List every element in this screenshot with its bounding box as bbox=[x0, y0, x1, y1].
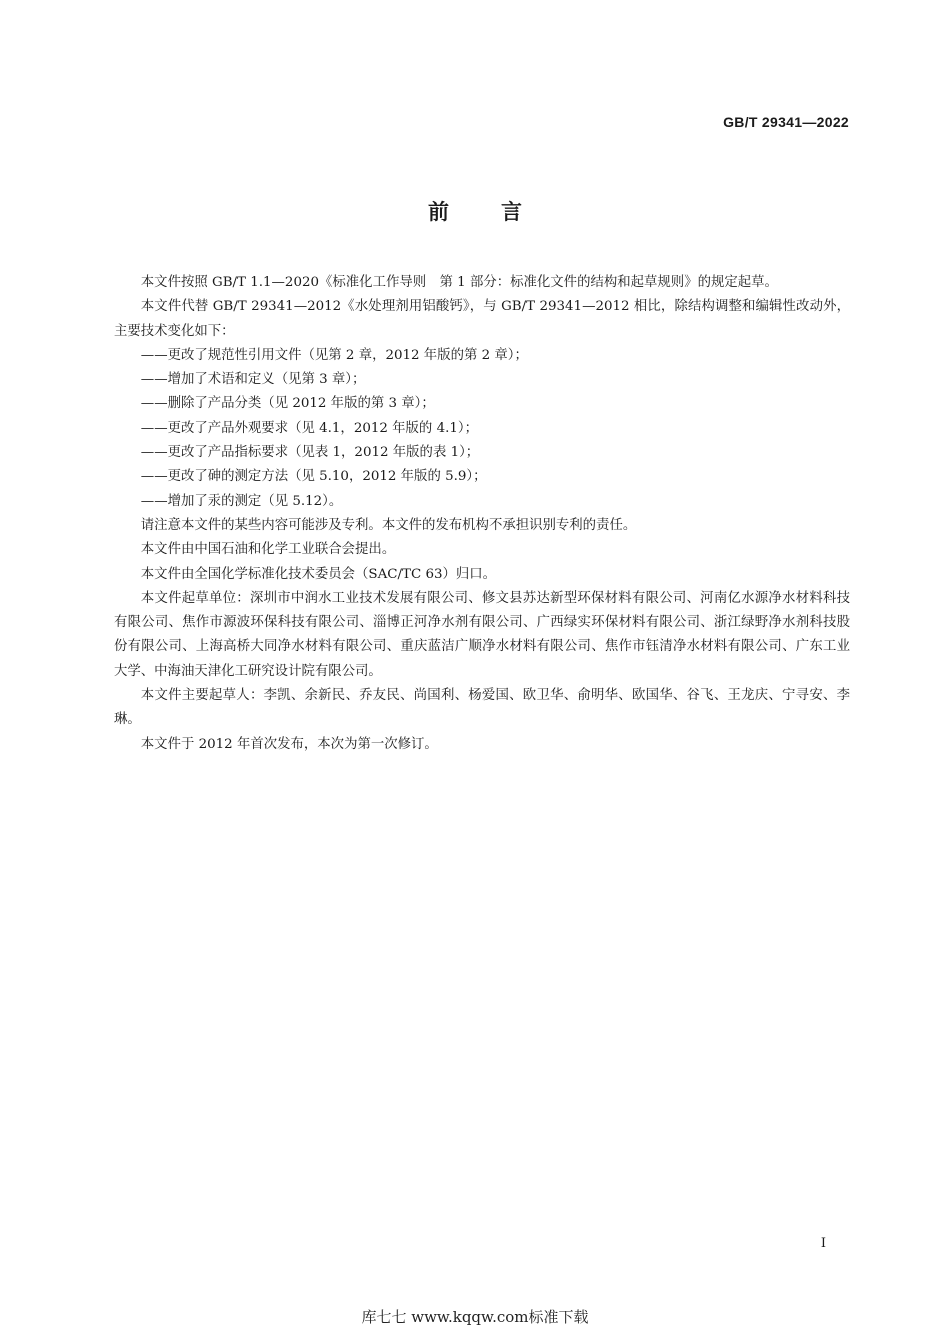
standard-number: GB/T 29341—2022 bbox=[723, 114, 849, 130]
paragraph-history: 本文件于 2012 年首次发布，本次为第一次修订。 bbox=[140, 736, 438, 752]
paragraph-proposer: 本文件由中国石油和化学工业联合会提出。 bbox=[140, 542, 396, 558]
paragraph-committee: 本文件由全国化学标准化技术委员会（SAC/TC 63）归口。 bbox=[140, 566, 497, 582]
change-item: ——更改了砷的测定方法（见 5.10，2012 年版的 5.9）； bbox=[140, 469, 487, 485]
change-item: ——更改了产品外观要求（见 4.1，2012 年版的 4.1）； bbox=[140, 420, 478, 436]
change-item: ——增加了术语和定义（见第 3 章）； bbox=[140, 372, 366, 388]
footer-watermark: 库七七 www.kqqw.com标准下载 bbox=[361, 1308, 589, 1326]
change-item: ——增加了汞的测定（见 5.12）。 bbox=[140, 493, 343, 509]
document-body bbox=[114, 271, 850, 757]
change-item: ——删除了产品分类（见 2012 年版的第 3 章）； bbox=[140, 396, 435, 412]
paragraph-drafting-units: 本文件起草单位：深圳市中润水工业技术发展有限公司、修文县苏达新型环保材料有限公司、河南亿水源净水材料科技有限公司、焦作市源波环保科技有限公司、淄博正河净水剂有限公司、广西绿实环保材料有限公司、浙江绿野净水剂科技股份有限公司、上海高桥大同净水材料有限公司、重庆蓝洁广顺净水材料有限公司、焦作市钰清净水材料有限公司、广东工业大学、中海油天津化工研究设计院有限公司。 bbox=[114, 590, 850, 679]
change-item: ——更改了规范性引用文件（见第 2 章，2012 年版的第 2 章）； bbox=[140, 347, 528, 363]
page-title: 前言 bbox=[428, 200, 574, 224]
page-number: I bbox=[820, 1236, 826, 1251]
paragraph-drafters: 本文件主要起草人：李凯、余新民、乔友民、尚国利、杨爱国、欧卫华、俞明华、欧国华、谷飞、王龙庆、宁寻安、李琳。 bbox=[114, 688, 850, 728]
paragraph-patent-notice: 请注意本文件的某些内容可能涉及专利。本文件的发布机构不承担识别专利的责任。 bbox=[140, 517, 637, 533]
change-item: ——更改了产品指标要求（见表 1，2012 年版的表 1）； bbox=[140, 445, 480, 461]
paragraph-replacement: 本文件代替 GB/T 29341—2012《水处理剂用铝酸钙》，与 GB/T 29341—2012 相比，除结构调整和编辑性改动外，主要技术变化如下： bbox=[114, 299, 850, 339]
paragraph-drafting-rules: 本文件按照 GB/T 1.1—2020《标准化工作导则 第 1 部分：标准化文件的结构和起草规则》的规定起草。 bbox=[140, 275, 778, 290]
